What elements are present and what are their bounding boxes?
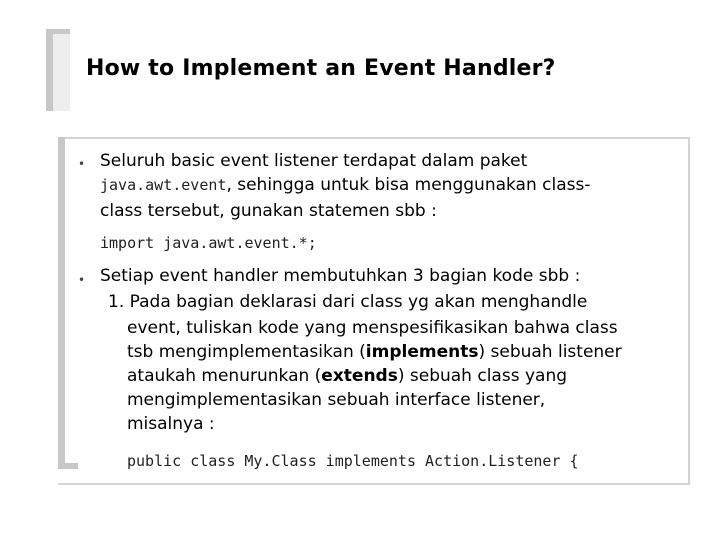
numbered-item-line-2: event, tuliskan kode yang menspesifikasikan bahwa class xyxy=(127,318,618,338)
numbered-item-line-1: 1. Pada bagian deklarasi dari class yg akan menghandle xyxy=(108,292,588,312)
numbered-item-line-4: ataukah menurunkan (extends) sebuah class yang xyxy=(127,366,568,386)
numbered-item-line-3: tsb mengimplementasikan (implements) sebuah listener xyxy=(127,342,622,362)
panel-bottom-bar xyxy=(58,463,78,469)
bullet-1-marker: • xyxy=(78,157,86,171)
bullet-2-marker: • xyxy=(78,273,86,287)
slide-title: How to Implement an Event Handler? xyxy=(86,56,556,81)
bullet-1-line-2: java.awt.event, sehingga untuk bisa menggunakan class- xyxy=(100,175,591,195)
numbered-item-line-5: mengimplementasikan sebuah interface listener, xyxy=(127,390,546,410)
bullet-2-line-1: Setiap event handler membutuhkan 3 bagian kode sbb : xyxy=(100,266,581,286)
package-code: java.awt.event xyxy=(100,176,227,194)
import-code: import java.awt.event.*; xyxy=(100,234,317,252)
class-declaration-code: public class My.Class implements Action.Listener { xyxy=(127,452,579,470)
bullet-1-line-3: class tersebut, gunakan statemen sbb : xyxy=(100,201,437,221)
title-bracket xyxy=(46,29,70,111)
numbered-item-line-6: misalnya : xyxy=(127,414,215,434)
panel-left-bar xyxy=(58,137,65,469)
bullet-1-line-1: Seluruh basic event listener terdapat dalam paket xyxy=(100,151,528,171)
